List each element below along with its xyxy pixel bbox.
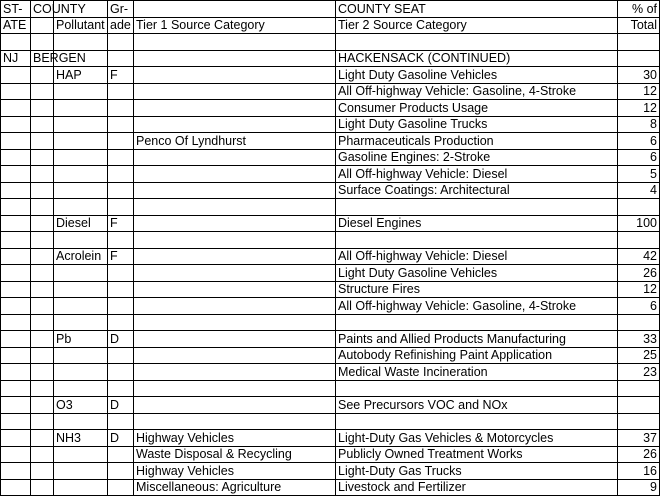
county-cell xyxy=(31,364,54,381)
tier2-source-cell: Medical Waste Incineration xyxy=(336,364,618,381)
table-row xyxy=(1,83,660,100)
grade-cell: D xyxy=(108,331,134,348)
percent-total-cell xyxy=(618,314,660,331)
pollutant-cell xyxy=(54,83,108,100)
table-row xyxy=(1,397,660,414)
percent-total-cell xyxy=(618,397,660,414)
tier2-source-cell: Structure Fires xyxy=(336,281,618,298)
percent-total-cell: 12 xyxy=(618,100,660,117)
tier2-source-cell xyxy=(336,380,618,397)
table-row xyxy=(1,116,660,133)
pollutant-cell: Diesel xyxy=(54,215,108,232)
pollutant-cell: Pollutant xyxy=(54,17,108,34)
grade-cell: ade xyxy=(108,17,134,34)
county-cell xyxy=(31,215,54,232)
pollutant-cell xyxy=(54,298,108,315)
tier2-source-cell xyxy=(336,232,618,249)
grade-cell xyxy=(108,463,134,480)
percent-total-cell: 9 xyxy=(618,479,660,496)
tier1-source-cell: Miscellaneous: Agriculture xyxy=(134,479,336,496)
tier2-source-cell: Light-Duty Gas Trucks xyxy=(336,463,618,480)
tier2-source-cell: All Off-highway Vehicle: Gasoline, 4-Stroke xyxy=(336,83,618,100)
tier2-source-cell: HACKENSACK (CONTINUED) xyxy=(336,50,618,67)
state-cell xyxy=(1,430,31,447)
county-cell xyxy=(31,463,54,480)
grade-cell xyxy=(108,50,134,67)
pollutant-cell xyxy=(54,182,108,199)
tier1-source-cell xyxy=(134,166,336,183)
tier2-source-cell: Gasoline Engines: 2-Stroke xyxy=(336,149,618,166)
table-row xyxy=(1,380,660,397)
tier2-source-cell xyxy=(336,413,618,430)
tier1-source-cell xyxy=(134,50,336,67)
table-row xyxy=(1,133,660,150)
tier1-source-cell xyxy=(134,314,336,331)
grade-cell xyxy=(108,380,134,397)
county-cell xyxy=(31,199,54,216)
state-cell xyxy=(1,446,31,463)
state-cell xyxy=(1,149,31,166)
tier2-source-cell: See Precursors VOC and NOx xyxy=(336,397,618,414)
percent-total-cell: 6 xyxy=(618,298,660,315)
grade-cell xyxy=(108,298,134,315)
county-cell xyxy=(31,347,54,364)
grade-cell xyxy=(108,347,134,364)
tier1-source-cell xyxy=(134,232,336,249)
county-cell xyxy=(31,116,54,133)
table-row xyxy=(1,463,660,480)
state-cell xyxy=(1,116,31,133)
pollutant-cell: O3 xyxy=(54,397,108,414)
tier1-source-cell xyxy=(134,265,336,282)
percent-total-cell: 25 xyxy=(618,347,660,364)
tier1-source-cell xyxy=(134,1,336,18)
percent-total-cell: 23 xyxy=(618,364,660,381)
tier1-source-cell: Penco Of Lyndhurst xyxy=(134,133,336,150)
county-cell xyxy=(31,34,54,51)
tier2-source-cell: Light-Duty Gas Vehicles & Motorcycles xyxy=(336,430,618,447)
tier2-source-cell: Tier 2 Source Category xyxy=(336,17,618,34)
county-cell xyxy=(31,397,54,414)
tier1-source-cell: Tier 1 Source Category xyxy=(134,17,336,34)
pollutant-cell xyxy=(54,199,108,216)
table-row xyxy=(1,281,660,298)
state-cell xyxy=(1,232,31,249)
grade-cell xyxy=(108,116,134,133)
state-cell xyxy=(1,248,31,265)
tier1-source-cell xyxy=(134,149,336,166)
tier2-source-cell xyxy=(336,199,618,216)
tier2-source-cell: Light Duty Gasoline Vehicles xyxy=(336,265,618,282)
tier2-source-cell: Light Duty Gasoline Vehicles xyxy=(336,67,618,84)
tier1-source-cell xyxy=(134,67,336,84)
percent-total-cell: 4 xyxy=(618,182,660,199)
tier1-source-cell xyxy=(134,182,336,199)
tier1-source-cell xyxy=(134,298,336,315)
table-row xyxy=(1,100,660,117)
pollutant-cell xyxy=(54,265,108,282)
table-row xyxy=(1,430,660,447)
pollutant-cell xyxy=(54,34,108,51)
percent-total-cell: 6 xyxy=(618,133,660,150)
table-row xyxy=(1,413,660,430)
state-cell xyxy=(1,265,31,282)
tier1-source-cell xyxy=(134,281,336,298)
percent-total-cell: 12 xyxy=(618,83,660,100)
county-cell xyxy=(31,133,54,150)
table-row xyxy=(1,446,660,463)
state-cell xyxy=(1,364,31,381)
tier2-source-cell: COUNTY SEAT xyxy=(336,1,618,18)
percent-total-cell xyxy=(618,413,660,430)
percent-total-cell: % of xyxy=(618,1,660,18)
grade-cell xyxy=(108,34,134,51)
percent-total-cell: 16 xyxy=(618,463,660,480)
percent-total-cell xyxy=(618,380,660,397)
pollutant-cell: NH3 xyxy=(54,430,108,447)
tier2-source-cell: Light Duty Gasoline Trucks xyxy=(336,116,618,133)
county-cell xyxy=(31,232,54,249)
county-cell xyxy=(31,182,54,199)
pollutant-cell: HAP xyxy=(54,67,108,84)
grade-cell xyxy=(108,149,134,166)
table-row xyxy=(1,347,660,364)
header-row xyxy=(1,1,660,18)
grade-cell xyxy=(108,100,134,117)
grade-cell xyxy=(108,364,134,381)
county-cell xyxy=(31,100,54,117)
grade-cell: F xyxy=(108,215,134,232)
pollutant-cell xyxy=(54,232,108,249)
tier2-source-cell: Paints and Allied Products Manufacturing xyxy=(336,331,618,348)
table-row xyxy=(1,67,660,84)
grade-cell xyxy=(108,413,134,430)
pollutant-cell xyxy=(54,281,108,298)
tier2-source-cell: Surface Coatings: Architectural xyxy=(336,182,618,199)
county-cell: COUNTY xyxy=(31,1,54,18)
state-cell xyxy=(1,83,31,100)
grade-cell: Gr- xyxy=(108,1,134,18)
percent-total-cell: Total xyxy=(618,17,660,34)
table-body xyxy=(1,1,660,496)
tier1-source-cell xyxy=(134,83,336,100)
grade-cell xyxy=(108,199,134,216)
state-cell xyxy=(1,215,31,232)
tier2-source-cell: Pharmaceuticals Production xyxy=(336,133,618,150)
percent-total-cell: 37 xyxy=(618,430,660,447)
pollutant-cell xyxy=(54,149,108,166)
state-cell xyxy=(1,67,31,84)
tier2-source-cell: Consumer Products Usage xyxy=(336,100,618,117)
pollutant-cell xyxy=(54,314,108,331)
table-row xyxy=(1,331,660,348)
county-cell xyxy=(31,446,54,463)
state-cell xyxy=(1,479,31,496)
table-row xyxy=(1,479,660,496)
table-row xyxy=(1,166,660,183)
grade-cell xyxy=(108,281,134,298)
county-cell xyxy=(31,149,54,166)
state-cell xyxy=(1,182,31,199)
pollutant-cell xyxy=(54,116,108,133)
percent-total-cell: 5 xyxy=(618,166,660,183)
county-cell xyxy=(31,298,54,315)
county-cell xyxy=(31,331,54,348)
percent-total-cell xyxy=(618,34,660,51)
table-row xyxy=(1,199,660,216)
grade-cell xyxy=(108,265,134,282)
pollutant-cell xyxy=(54,446,108,463)
tier1-source-cell xyxy=(134,397,336,414)
grade-cell xyxy=(108,314,134,331)
state-cell xyxy=(1,100,31,117)
pollutant-cell: Pb xyxy=(54,331,108,348)
tier2-source-cell xyxy=(336,34,618,51)
tier1-source-cell: Waste Disposal & Recycling xyxy=(134,446,336,463)
tier1-source-cell xyxy=(134,215,336,232)
state-cell: ST- xyxy=(1,1,31,18)
tier1-source-cell xyxy=(134,100,336,117)
county-cell xyxy=(31,166,54,183)
state-cell xyxy=(1,314,31,331)
tier2-source-cell xyxy=(336,314,618,331)
county-cell xyxy=(31,380,54,397)
state-cell xyxy=(1,463,31,480)
tier1-source-cell xyxy=(134,248,336,265)
grade-cell xyxy=(108,479,134,496)
county-cell xyxy=(31,17,54,34)
state-cell xyxy=(1,34,31,51)
percent-total-cell: 26 xyxy=(618,446,660,463)
table-row xyxy=(1,50,660,67)
pollutant-cell xyxy=(54,166,108,183)
pollutant-cell xyxy=(54,479,108,496)
state-cell xyxy=(1,199,31,216)
table-row xyxy=(1,265,660,282)
grade-cell: D xyxy=(108,430,134,447)
table-row xyxy=(1,298,660,315)
tier1-source-cell xyxy=(134,116,336,133)
county-cell xyxy=(31,314,54,331)
state-cell xyxy=(1,298,31,315)
table-row xyxy=(1,364,660,381)
county-cell xyxy=(31,67,54,84)
tier2-source-cell: All Off-highway Vehicle: Diesel xyxy=(336,248,618,265)
state-cell xyxy=(1,331,31,348)
pollutant-cell: Acrolein xyxy=(54,248,108,265)
tier2-source-cell: Publicly Owned Treatment Works xyxy=(336,446,618,463)
pollutant-cell xyxy=(54,413,108,430)
header-row xyxy=(1,17,660,34)
tier1-source-cell xyxy=(134,347,336,364)
county-cell: BERGEN xyxy=(31,50,54,67)
percent-total-cell: 33 xyxy=(618,331,660,348)
table-row xyxy=(1,232,660,249)
county-cell xyxy=(31,265,54,282)
tier1-source-cell xyxy=(134,364,336,381)
tier2-source-cell: All Off-highway Vehicle: Diesel xyxy=(336,166,618,183)
grade-cell: F xyxy=(108,248,134,265)
state-cell xyxy=(1,166,31,183)
grade-cell xyxy=(108,166,134,183)
percent-total-cell xyxy=(618,199,660,216)
county-cell xyxy=(31,430,54,447)
county-cell xyxy=(31,248,54,265)
tier1-source-cell xyxy=(134,413,336,430)
tier1-source-cell xyxy=(134,34,336,51)
grade-cell xyxy=(108,133,134,150)
table-row xyxy=(1,314,660,331)
state-cell xyxy=(1,133,31,150)
pollutant-cell xyxy=(54,133,108,150)
table-row xyxy=(1,182,660,199)
percent-total-cell: 8 xyxy=(618,116,660,133)
grade-cell xyxy=(108,83,134,100)
state-cell: NJ xyxy=(1,50,31,67)
state-cell xyxy=(1,347,31,364)
county-cell xyxy=(31,479,54,496)
state-cell xyxy=(1,413,31,430)
table-row xyxy=(1,34,660,51)
pollutant-cell xyxy=(54,347,108,364)
state-cell xyxy=(1,380,31,397)
state-cell xyxy=(1,281,31,298)
table-row xyxy=(1,215,660,232)
county-cell xyxy=(31,413,54,430)
pollutant-cell xyxy=(54,463,108,480)
grade-cell: D xyxy=(108,397,134,414)
tier1-source-cell xyxy=(134,331,336,348)
state-cell: ATE xyxy=(1,17,31,34)
grade-cell xyxy=(108,182,134,199)
table-row xyxy=(1,248,660,265)
percent-total-cell: 6 xyxy=(618,149,660,166)
tier2-source-cell: Autobody Refinishing Paint Application xyxy=(336,347,618,364)
percent-total-cell xyxy=(618,232,660,249)
pollutant-cell xyxy=(54,364,108,381)
tier1-source-cell: Highway Vehicles xyxy=(134,430,336,447)
percent-total-cell: 100 xyxy=(618,215,660,232)
percent-total-cell: 12 xyxy=(618,281,660,298)
tier1-source-cell: Highway Vehicles xyxy=(134,463,336,480)
grade-cell xyxy=(108,446,134,463)
pollutant-cell xyxy=(54,380,108,397)
grade-cell xyxy=(108,232,134,249)
table-row xyxy=(1,149,660,166)
tier1-source-cell xyxy=(134,199,336,216)
tier1-source-cell xyxy=(134,380,336,397)
grade-cell: F xyxy=(108,67,134,84)
county-cell xyxy=(31,281,54,298)
tier2-source-cell: Diesel Engines xyxy=(336,215,618,232)
tier2-source-cell: Livestock and Fertilizer xyxy=(336,479,618,496)
percent-total-cell xyxy=(618,50,660,67)
percent-total-cell: 30 xyxy=(618,67,660,84)
state-cell xyxy=(1,397,31,414)
percent-total-cell: 42 xyxy=(618,248,660,265)
pollutant-cell xyxy=(54,100,108,117)
county-cell xyxy=(31,83,54,100)
tier2-source-cell: All Off-highway Vehicle: Gasoline, 4-Stroke xyxy=(336,298,618,315)
percent-total-cell: 26 xyxy=(618,265,660,282)
